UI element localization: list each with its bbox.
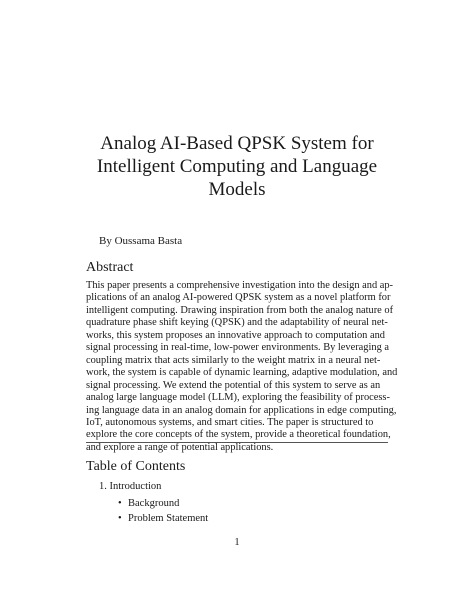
toc-subitem-label: Problem Statement <box>128 513 209 524</box>
abstract-line: work, the system is capable of dynamic learning, adaptive modulation, and <box>86 367 398 379</box>
toc-item-introduction: 1. Introduction <box>99 481 162 492</box>
title-line: Models <box>208 179 266 200</box>
toc-subitem-label: Background <box>128 498 180 509</box>
abstract-line: works, this system proposes an innovative approach to computation and <box>86 329 385 341</box>
abstract-line: coupling matrix that acts similarly to the weight matrix in a neural net- <box>86 354 381 366</box>
title-line: Intelligent Computing and Language <box>96 156 378 177</box>
abstract-line: explore the core concepts of the system, provide a theoretical foundation, <box>86 429 391 441</box>
abstract-line: signal processing in real-time, low-power environments. By leveraging a <box>86 342 389 354</box>
toc-subitem-problem-statement <box>118 513 208 524</box>
bullet-icon: • <box>118 513 122 524</box>
abstract-line: ing language data in an analog domain for applications in edge computing, <box>86 404 397 416</box>
abstract-line: intelligent computing. Drawing inspiration from both the analog nature of <box>86 304 394 316</box>
abstract-line: plications of an analog AI-powered QPSK system as a novel platform for <box>86 292 391 304</box>
abstract-line: analog large language model (LLM), exploring the feasibility of process- <box>86 392 390 404</box>
toc-heading: Table of Contents <box>86 459 186 474</box>
abstract-line: This paper presents a comprehensive investigation into the design and ap- <box>86 280 394 291</box>
abstract-line: signal processing. We extend the potential of this system to serve as an <box>86 379 381 391</box>
page-number: 1 <box>234 537 240 548</box>
bullet-icon: • <box>118 498 122 509</box>
section-divider <box>86 442 388 443</box>
paper-title <box>86 132 388 201</box>
toc-subitem-background <box>118 498 179 509</box>
abstract-line: and explore a range of potential applications. <box>86 441 274 453</box>
abstract-heading: Abstract <box>86 260 134 275</box>
abstract-line: IoT, autonomous systems, and smart cities. The paper is structured to <box>86 416 374 428</box>
title-line: Analog AI-Based QPSK System for <box>100 133 374 154</box>
abstract-line: quadrature phase shift keying (QPSK) and the adaptability of neural net- <box>86 317 388 329</box>
author-line: By Oussama Basta <box>99 235 183 247</box>
abstract-body <box>86 280 398 454</box>
